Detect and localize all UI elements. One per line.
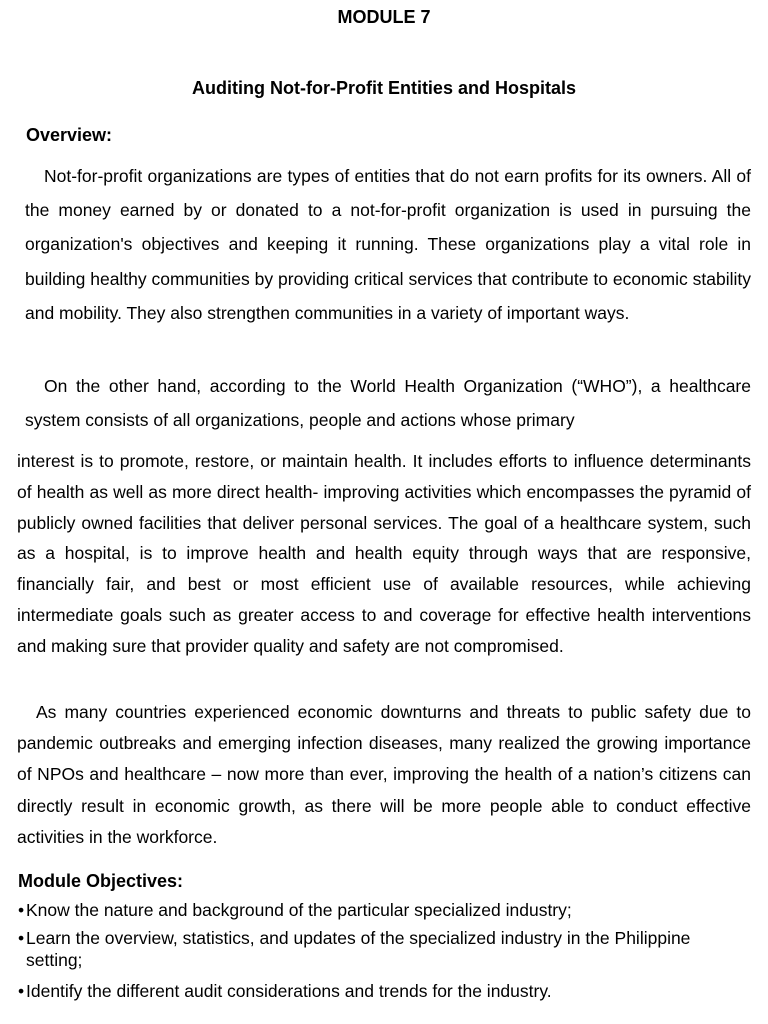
objective-item	[18, 927, 718, 972]
objectives-heading: Module Objectives:	[18, 871, 184, 891]
objective-text: Identify the different audit considerations and trends for the industry.	[26, 980, 552, 1001]
module-title: MODULE 7	[337, 7, 431, 27]
objective-item	[18, 980, 718, 1003]
bullet-icon: •	[18, 980, 25, 1001]
bullet-icon: •	[18, 900, 25, 920]
objective-item	[18, 899, 718, 922]
objectives-list	[18, 899, 718, 1007]
overview-heading: Overview:	[26, 125, 113, 145]
overview-paragraph-who: On the other hand, according to the World Health Organization (“WHO”), a healthcare system consists of all organizations, people and actions whose primary	[25, 376, 751, 430]
overview-paragraph-npo: Not-for-profit organizations are types of entities that do not earn profits for its owners. All of the money earned by or donated to a not-for-profit organization is used in pursuing the organization's objectives and keeping it running. These organizations play a vital role in building healthy communities by providing critical services that contribute to economic stability and mobility. They also strengthen communities in a variety of important ways.	[25, 166, 751, 323]
objective-text: Learn the overview, statistics, and updates of the specialized industry in the Philippine setting;	[26, 927, 691, 970]
overview-paragraph-healthcare-goal: interest is to promote, restore, or maintain health. It includes efforts to influence determinants of health as well as more direct health- improving activities which encompasses the pyramid of publicly owned facilities that deliver personal services. The goal of a healthcare system, such as a hospital, is to improve health and health equity through ways that are responsive, financially fair, and best or most efficient use of available resources, while achieving intermediate goals such as greater access to and coverage for effective health interventions and making sure that provider quality and safety are not compromised.	[17, 451, 751, 656]
objective-text: Know the nature and background of the particular specialized industry;	[26, 900, 572, 920]
module-subtitle: Auditing Not-for-Profit Entities and Hospitals	[192, 78, 576, 98]
bullet-icon: •	[18, 927, 25, 948]
overview-paragraph-economic: As many countries experienced economic downturns and threats to public safety due to pandemic outbreaks and emerging infection diseases, many realized the growing importance of NPOs and healthcare – now more than ever, improving the health of a nation’s citizens can directly result in economic growth, as there will be more people able to conduct effective activities in the workforce.	[17, 702, 751, 847]
